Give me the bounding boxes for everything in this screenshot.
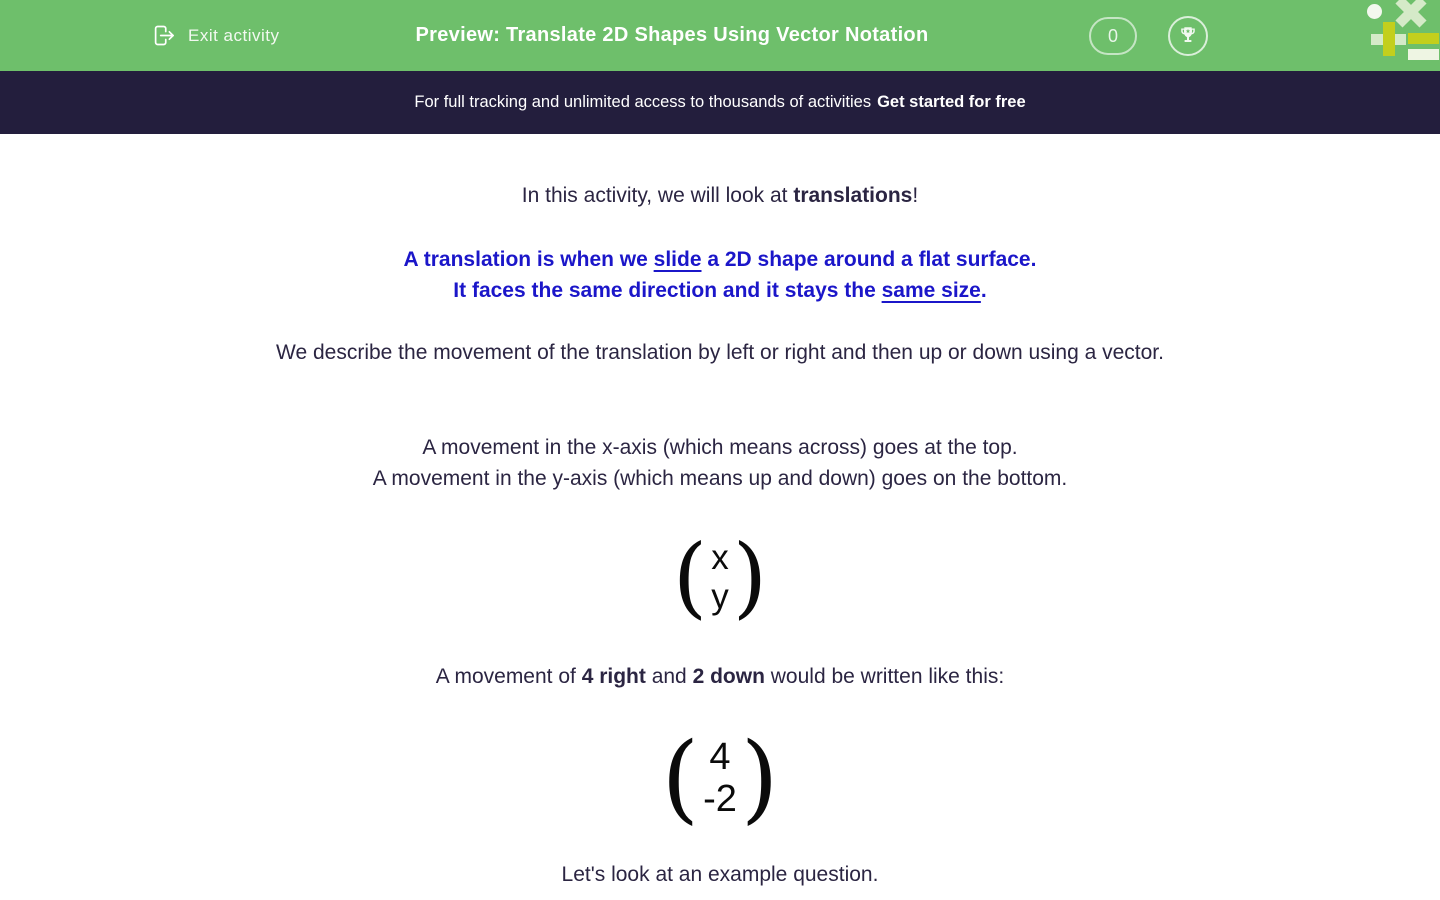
right-paren: ) [740,721,779,834]
vector-x-value: 4 [709,736,731,778]
score-counter [1089,17,1137,55]
underlined-slide: slide [653,248,702,271]
left-paren: ( [661,721,700,834]
score-value: 0 [1107,25,1118,46]
exit-activity-label: Exit activity [188,25,280,45]
promo-banner [0,71,1440,134]
x-axis-line: A movement in the x-axis (which means across) goes at the top. [422,436,1018,459]
bold-4-right: 4 right [581,665,646,688]
vector-x-component: x [711,538,729,577]
movement-line: A movement of 4 right and 2 down would be written like this: [435,665,1005,688]
y-axis-line: A movement in the y-axis (which means up and down) goes on the bottom. [372,467,1068,490]
activity-content [0,134,1440,890]
intro-bold-word: translations [793,184,913,207]
trophy-icon [1177,25,1199,47]
outro-line: Let's look at an example question. [561,863,879,886]
describe-line: We describe the movement of the translation by left or right and then up or down using a vector. [276,341,1164,364]
right-paren: ) [732,525,768,629]
vector-y-value: -2 [703,778,737,820]
left-paren: ( [672,525,708,629]
logo-dot-icon [1367,4,1382,19]
exit-activity-button[interactable] [150,0,280,71]
logo-equals-icon [1408,33,1439,44]
exit-icon [150,22,177,49]
vector-notation-xy [0,525,1440,629]
page-title: Preview: Translate 2D Shapes Using Vector Notation [415,24,929,46]
logo-plus-vertical [1383,22,1395,56]
intro-line: In this activity, we will look at translations! [521,184,919,207]
vector-notation-4-neg2 [0,721,1440,834]
axes-lines [0,432,1440,494]
trophy-button[interactable] [1168,16,1208,56]
get-started-link[interactable]: Get started for free [877,93,1026,111]
definition-blue-text: A translation is when we slide a 2D shape around a flat surface. It faces the same direction and it stays the same size. [403,248,1037,302]
vector-y-component: y [711,577,729,616]
logo-multiply-icon [1394,0,1428,29]
promo-text: For full tracking and unlimited access to thousands of activities [414,93,872,111]
brand-logo [1360,0,1440,62]
bold-2-down: 2 down [692,665,765,688]
underlined-same-size: same size [881,279,981,302]
logo-equals-bottom [1408,49,1439,60]
app-header [0,0,1440,71]
